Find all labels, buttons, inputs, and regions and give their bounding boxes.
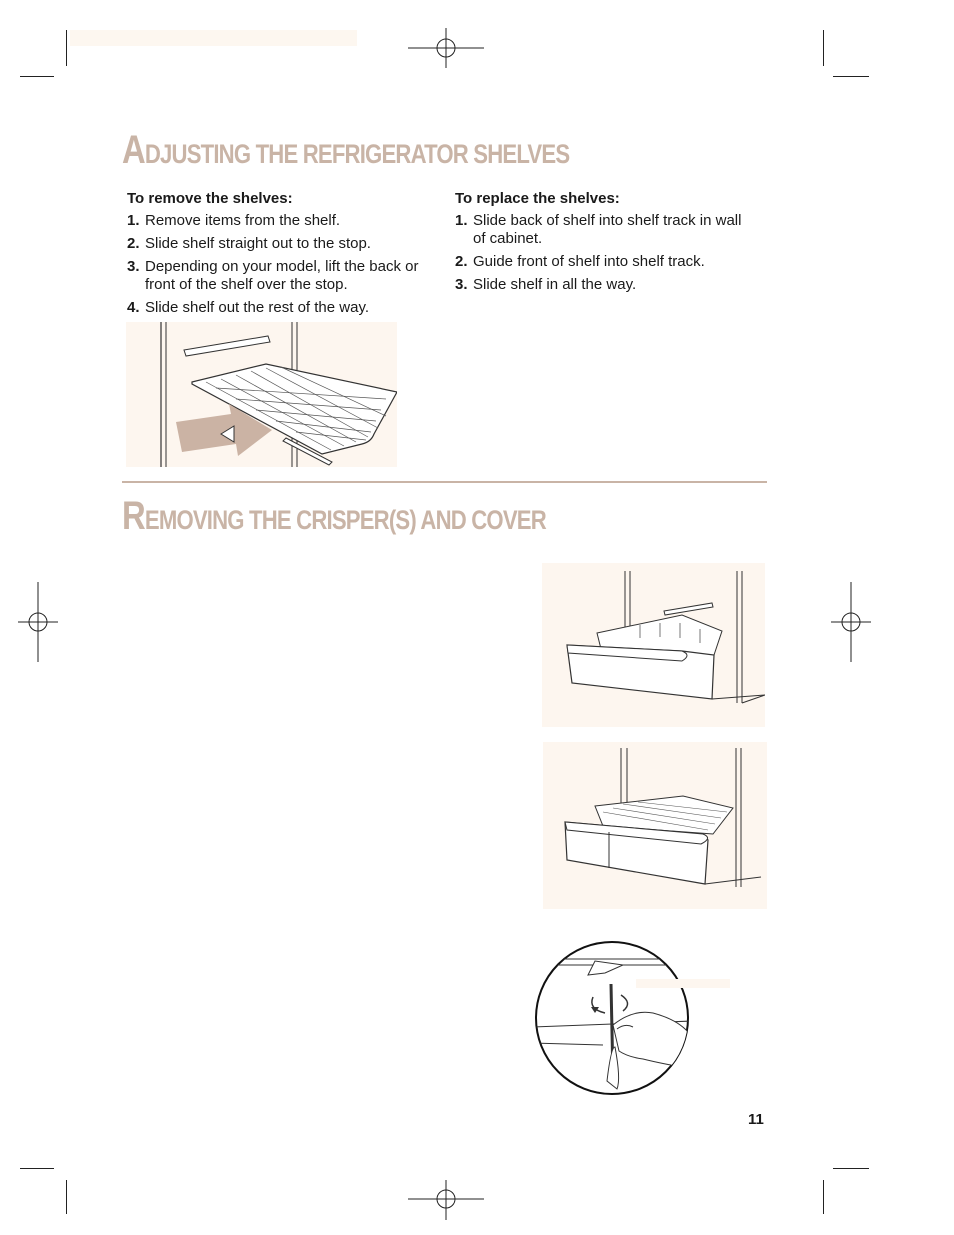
crop-mark [66,30,67,66]
section-divider [122,481,767,483]
crop-mark [66,1180,67,1214]
screwdriver-drawing-icon [533,939,733,1097]
page-number: 11 [748,1111,764,1128]
crop-mark [20,1168,54,1169]
crisper-illustration [542,563,765,727]
registration-mark-icon [408,28,484,68]
list-item: 2. Guide front of shelf into shelf track. [455,253,705,270]
section-title-removing-crisper [122,494,546,539]
title-rest: EMOVING THE CRISPER(S) AND COVER [144,505,546,535]
title-initial: A [122,128,145,172]
title-initial: R [122,494,145,538]
crop-mark [833,76,869,77]
crisper-cover-drawing-icon [543,742,767,909]
registration-mark-icon [18,582,58,662]
replace-steps-list [455,212,745,294]
remove-heading: To remove the shelves: [127,190,293,207]
section-title-adjusting-shelves [122,128,569,173]
crisper-drawing-icon [542,563,765,727]
title-rest: DJUSTING THE REFRIGERATOR SHELVES [144,139,570,169]
remove-steps-list [127,212,447,317]
crop-mark [823,30,824,66]
remove-shelves-instructions [127,190,447,322]
list-item: 4. Slide shelf out the rest of the way. [127,299,370,316]
shelf-illustration [126,322,397,467]
shelf-drawing-icon [126,322,397,467]
list-item: 2. Slide shelf straight out to the stop. [127,235,371,252]
screw-detail-illustration [533,939,693,1097]
replace-shelves-instructions [455,190,745,299]
replace-heading: To replace the shelves: [455,190,620,207]
list-item: 1. Slide back of shelf into shelf track in wall of cabinet. [455,212,742,247]
callout-tint [636,979,730,988]
crisper-cover-illustration [543,742,767,909]
crop-mark [20,76,54,77]
crop-mark [823,1180,824,1214]
list-item: 1. Remove items from the shelf. [127,212,341,229]
registration-mark-icon [408,1180,484,1220]
header-tint [70,30,357,46]
registration-mark-icon [831,582,871,662]
list-item: 3. Slide shelf in all the way. [455,276,637,293]
crop-mark [833,1168,869,1169]
list-item: 3. Depending on your model, lift the back or front of the shelf over the stop. [127,258,419,293]
